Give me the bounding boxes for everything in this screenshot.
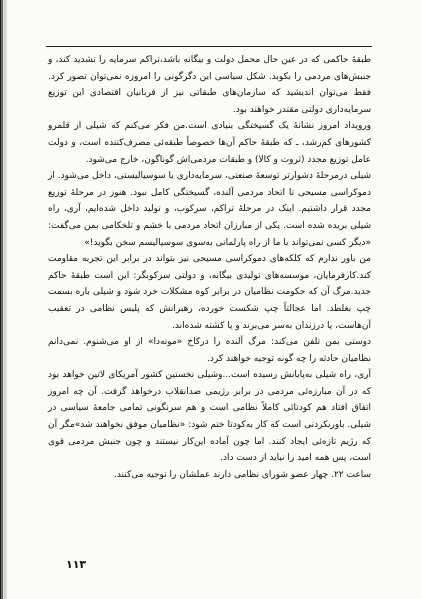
page-body-text	[48, 52, 371, 551]
header-rule	[46, 46, 372, 47]
paragraph: ورویداد امروز نشانهٔ یک گسیختگی بنیادی است.من فکر می‌کنم که شیلی از قلمرو کشورهای کم‌رشد، ـ که طبقهٔ حاکم آن‌ها خصوصاً طبقه‌ئی مصرف‌کننده است، و دولت عامل توزیع مجدد (ثروت و کالا) و طبقات مردمی‌اش گوناگون، خارج می‌شود.	[48, 121, 371, 165]
paragraph: من باور ندارم که کلکه‌های دموکراسی مسیحی نیز بتواند در برابر این تجربه مقاومت کند.کارفرمایان، موسسه‌های تولیدی بیگانه، و دولتی سرکوبگر: این است طبقهٔ حاکم جدید.مرگ آن که حکومت نظامیان در برابر کوه مشکلات خرد شود و شیلی باره بسمت چپ بغلطد. اما عجالتاً چپ شکست خورده، رهبرانش که پلیس نظامی در تعقیب آن‌هاست، یا درزندان به‌سر می‌برند و یا کشته شده‌اند.	[48, 254, 371, 331]
paragraph: طبقهٔ حاکمی که در عین حال محمل دولت و بیگانه باشد،تراکم سرمایه را تشدید کند، و جنبش‌های مردمی را بکوبد. شکل سیاسی این دگرگونی را امروزه نمی‌توان تصور کرد. فقط می‌توان اندیشید که سازمان‌های طبقاتی نیز از قربانیان اقتصادی این توزیع سرمایه‌داری دولتی مقتدر خواهند بود.	[48, 55, 371, 115]
paragraph: ساعت ۲۲. چهار عضو شورای نظامی دارند عملشان را توجیه می‌کنند.	[113, 469, 371, 480]
paragraph: دوستی بمن تلفن می‌کند: مرگ آلنده را درکاخ «مونه‌دا» از او می‌شنوم. نمی‌دانم نظامیان حادثه را چه گونه توجیه خواهند کرد.	[48, 337, 371, 364]
paragraph: آری، راه شیلی به‌پایانش رسیده است...وشیلی نخستین کشور آمریکای لاتین خواهد بود که در آن مبارزه‌ئی مردمی در برابر رژیمی ضدانقلاب درخواهد گرفت. آن چه امروز اتفاق افتاد هم کودتائی کاملاً نظامی است و هم سرنگونی تمامی جامعهٔ سیاسی در شیلی. باورنکردنی است که کار به‌کودتا ختم شود: «نظامیان موفق نخواهند شد»مگر آن که رژیم تازه‌ئی ایجاد کنند. اما چون آماده این‌کار نیستند و چون جنبش مردمی قوی است، پس همه امید را نباید از دست داد.	[48, 370, 371, 464]
page-number: ۱۱۳	[66, 558, 87, 571]
page-binding-edge	[0, 0, 7, 599]
paragraph: شیلی درمرحلهٔ دشوارتر توسعهٔ صنعتی، سرمایه‌داری یا سوسیالیستی، داخل می‌شود. از دموکراسی مسیحی تا اتحاد مردمی آلنده، گسیختگی کامل نبود. هنوز در مرحلهٔ توزیع مجدد قرار داشتیم. اینک در مرحلهٔ تراکم، سرکوب، و تولید داخل شده‌ایم، آری، راه شیلی بریده شده است. یکی از مبارزان اتحاد مردمی با خشم و تلخکامی بمن می‌گفت: «دیگر کسی نمی‌تواند با ما از راه پارلمانی به‌سوی سوسیالیسم سخن بگوید!»	[48, 171, 371, 248]
